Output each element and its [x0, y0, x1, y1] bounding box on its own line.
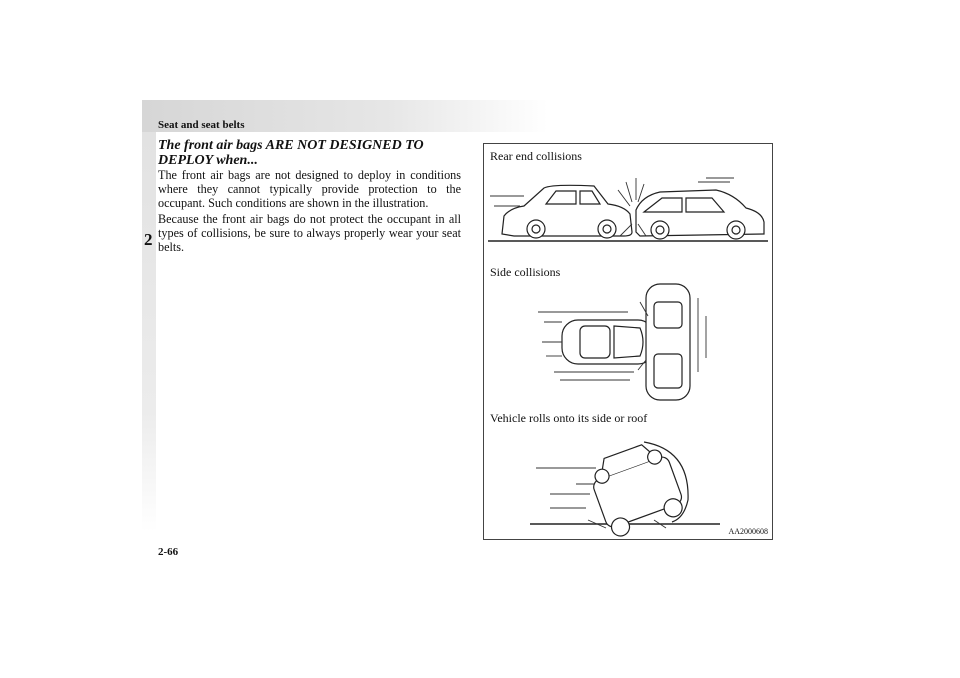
figure-code: AA2000608	[728, 527, 768, 536]
collision-illustration	[483, 143, 773, 540]
chapter-tab	[142, 132, 156, 532]
caption-rear-end: Rear end collisions	[490, 149, 582, 163]
page-number: 2-66	[158, 546, 179, 558]
caption-side: Side collisions	[490, 265, 561, 279]
paragraph-2: Because the front air bags do not protect the occupant in all types of collisions, be sure to always properly wear your seat belts.	[158, 212, 461, 254]
caption-rollover: Vehicle rolls onto its side or roof	[490, 411, 648, 425]
chapter-number: 2	[144, 230, 153, 249]
rollover-drawing	[484, 428, 774, 538]
section-title: Seat and seat belts	[158, 119, 245, 131]
rear-end-collision-drawing	[484, 164, 774, 264]
side-collision-drawing	[484, 282, 774, 412]
paragraph-1: The front air bags are not designed to deploy in conditions where they cannot typically provide protection to the occupant. Such conditions are shown in the illustration.	[158, 168, 461, 210]
section-heading: The front air bags ARE NOT DESIGNED TO DEPLOY when...	[158, 138, 424, 168]
